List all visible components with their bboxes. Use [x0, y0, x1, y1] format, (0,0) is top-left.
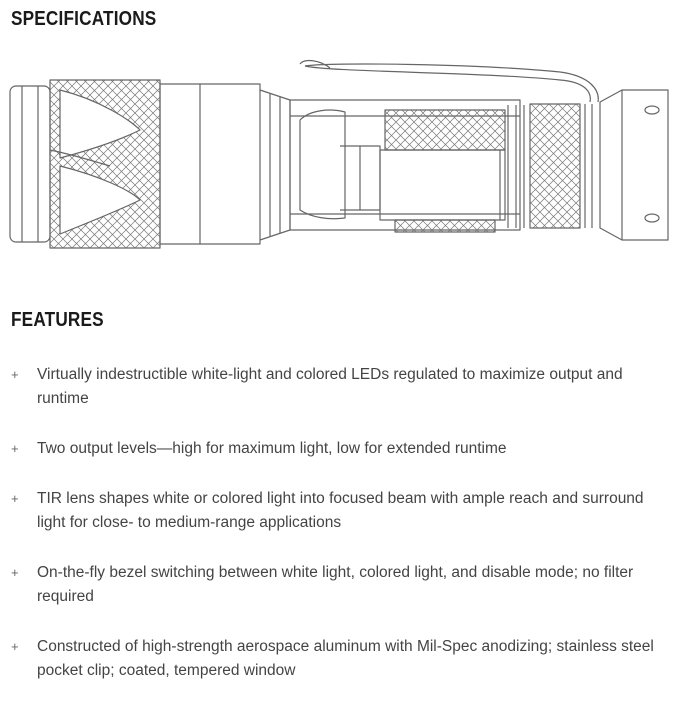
features-list — [0, 363, 678, 709]
plus-icon: + — [11, 491, 19, 506]
plus-icon: + — [11, 367, 19, 382]
feature-text: Virtually indestructible white-light and colored LEDs regulated to maximize output and runtime — [37, 366, 623, 407]
feature-item — [0, 487, 678, 535]
feature-item — [0, 363, 678, 411]
plus-icon: + — [11, 565, 19, 580]
plus-icon: + — [11, 441, 19, 456]
feature-text: Constructed of high-strength aerospace aluminum with Mil-Spec anodizing; stainless steel pocket clip; coated, tempered window — [37, 638, 654, 679]
feature-item — [0, 561, 678, 609]
flashlight-line-drawing — [0, 50, 678, 260]
feature-item — [0, 437, 678, 461]
specifications-heading: SPECIFICATIONS — [11, 8, 157, 30]
features-heading: FEATURES — [11, 309, 104, 331]
feature-text: On-the-fly bezel switching between white light, colored light, and disable mode; no filter required — [37, 564, 634, 605]
feature-text: TIR lens shapes white or colored light into focused beam with ample reach and surround light for close- to medium-range applications — [37, 490, 644, 531]
feature-item — [0, 635, 678, 683]
plus-icon: + — [11, 639, 19, 654]
feature-text: Two output levels—high for maximum light, low for extended runtime — [37, 440, 507, 457]
